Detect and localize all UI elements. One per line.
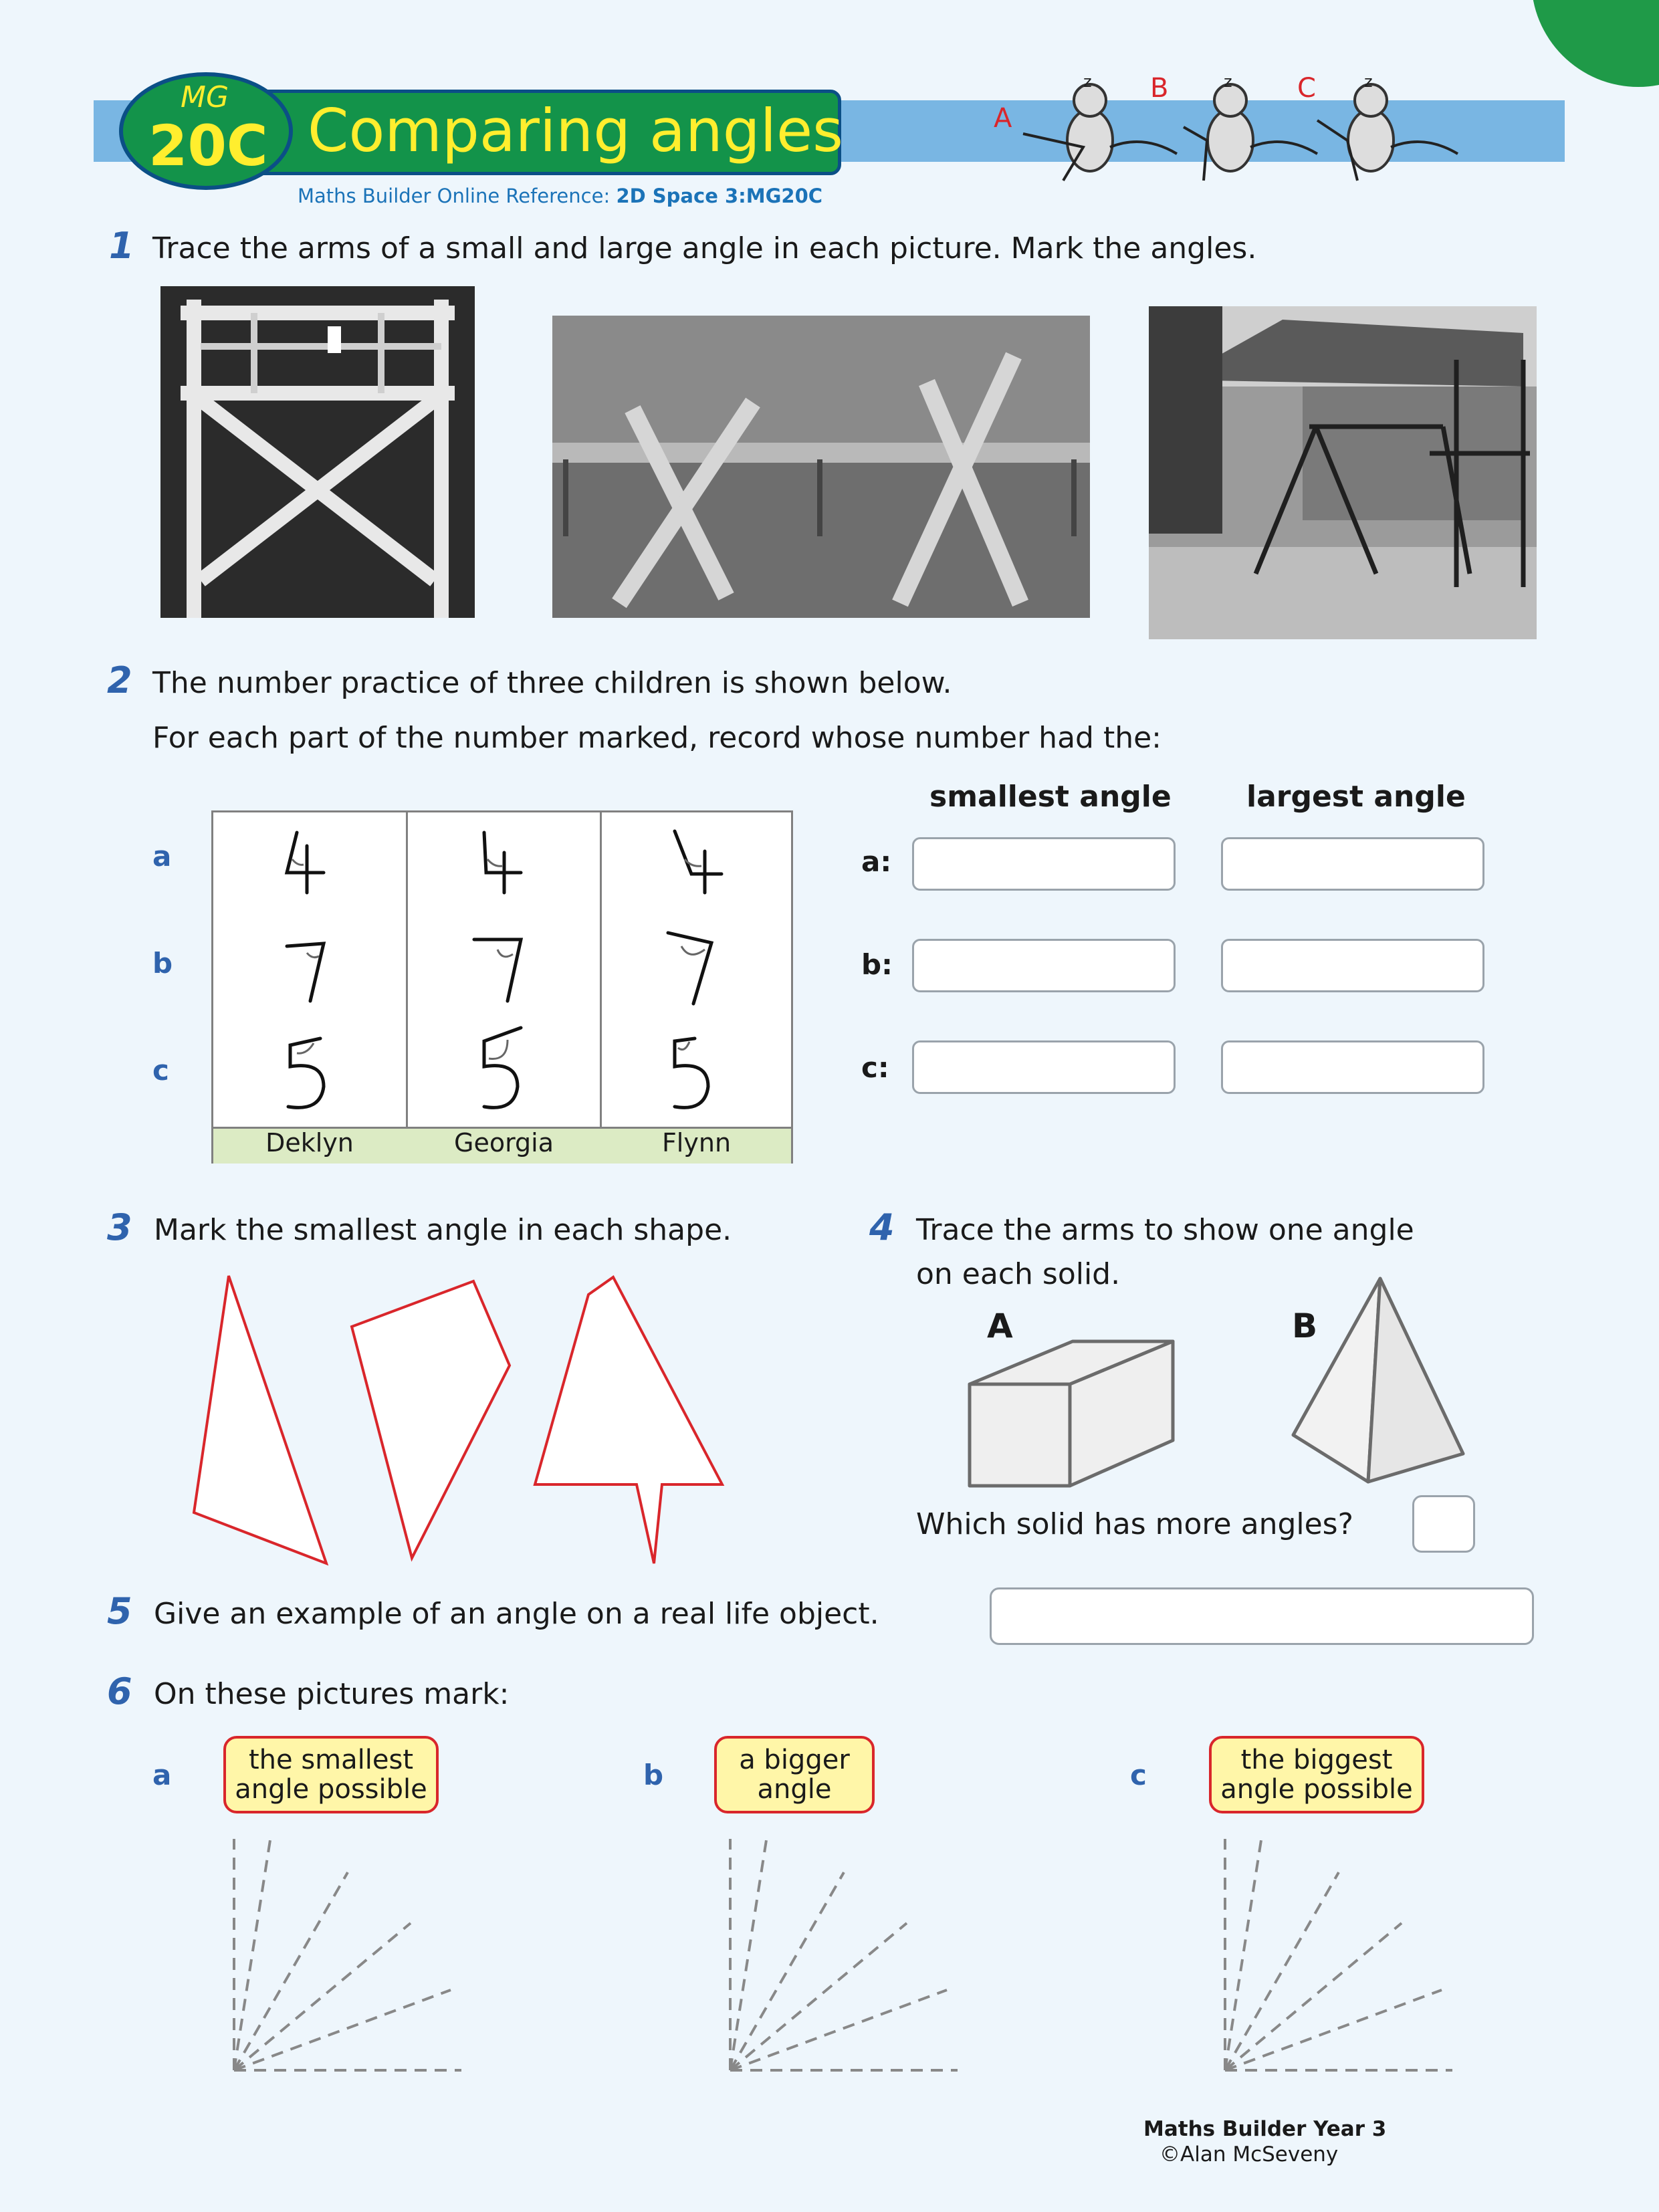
q6-text: On these pictures mark: <box>154 1677 510 1711</box>
answer-b-smallest[interactable] <box>912 939 1176 992</box>
prism-front <box>970 1384 1070 1486</box>
q6-badge-a-line2: angle possible <box>235 1774 427 1805</box>
angle-cartoon <box>983 67 1478 187</box>
q6-rays-c[interactable] <box>1212 1832 1466 2080</box>
cartoon-label-c: C <box>1297 73 1316 104</box>
q2-text-line1: The number practice of three children is shown below. <box>152 666 952 700</box>
shape-arrow <box>535 1277 722 1563</box>
q5-text: Give an example of an angle on a real life object. <box>154 1597 879 1631</box>
q1-number: 1 <box>109 225 134 267</box>
answer-row-label-b: b: <box>861 948 893 981</box>
footer-copyright: ©Alan McSeveny <box>1159 2142 1339 2167</box>
q3-shapes <box>187 1264 742 1571</box>
online-reference <box>298 185 822 207</box>
code-number: 20C <box>148 113 268 179</box>
code-prefix: MG <box>181 80 229 114</box>
q4-question: Which solid has more angles? <box>916 1507 1353 1541</box>
handwritten-digits <box>213 812 791 1127</box>
q6-badge-a <box>223 1736 439 1813</box>
q6-rays-b[interactable] <box>717 1832 971 2080</box>
q3-number: 3 <box>107 1206 132 1248</box>
q6-badge-c-line1: the biggest <box>1240 1745 1393 1775</box>
q2-row-label-b: b <box>152 947 173 980</box>
q2-row-label-c: c <box>152 1054 169 1087</box>
photo-wooden-frame <box>160 286 475 618</box>
footer-title: Maths Builder Year 3 <box>1143 2117 1387 2141</box>
q6-part-c-label: c <box>1130 1759 1147 1791</box>
q6-part-a-label: a <box>152 1759 172 1791</box>
child-name-deklyn: Deklyn <box>265 1128 354 1157</box>
pyramid-left <box>1293 1279 1380 1482</box>
answer-b-largest[interactable] <box>1221 939 1484 992</box>
svg-text:z: z <box>1224 72 1232 91</box>
q6-number: 6 <box>107 1670 132 1712</box>
reference-label: Maths Builder Online Reference: <box>298 185 611 207</box>
q4-answer-box[interactable] <box>1412 1495 1475 1553</box>
cartoon-label-a: A <box>994 103 1012 134</box>
reference-value: 2D Space 3:MG20C <box>616 185 823 207</box>
q3-text: Mark the smallest angle in each shape. <box>154 1213 732 1247</box>
q1-text: Trace the arms of a small and large angle in each picture. Mark the angles. <box>152 231 1257 265</box>
q4-text-line2: on each solid. <box>916 1257 1121 1291</box>
q5-answer-box[interactable] <box>990 1587 1534 1645</box>
q6-badge-c-line2: angle possible <box>1220 1774 1413 1805</box>
corner-decoration <box>1531 0 1659 87</box>
svg-text:z: z <box>1083 72 1092 91</box>
photo-benches <box>552 316 1090 618</box>
q6-badge-b <box>714 1736 875 1813</box>
smallest-angle-header: smallest angle <box>929 780 1172 814</box>
svg-text:z: z <box>1364 72 1373 91</box>
answer-c-smallest[interactable] <box>912 1040 1176 1094</box>
page-title: Comparing angles <box>308 96 844 165</box>
q5-number: 5 <box>107 1590 132 1632</box>
q6-badge-b-line2: angle <box>757 1774 832 1805</box>
child-name-flynn: Flynn <box>661 1128 732 1157</box>
photo-playground <box>1149 306 1537 639</box>
q6-badge-a-line1: the smallest <box>248 1745 414 1775</box>
q4-number: 4 <box>869 1206 895 1248</box>
number-practice-table <box>211 810 793 1164</box>
answer-a-smallest[interactable] <box>912 837 1176 891</box>
solid-a-label: A <box>987 1307 1013 1345</box>
q4-solids <box>963 1270 1471 1491</box>
solid-b-label: B <box>1292 1307 1318 1345</box>
largest-angle-header: largest angle <box>1246 780 1466 814</box>
answer-a-largest[interactable] <box>1221 837 1484 891</box>
pyramid-right <box>1368 1279 1463 1482</box>
answer-row-label-a: a: <box>861 845 892 878</box>
q6-part-b-label: b <box>643 1759 664 1791</box>
child-name-georgia: Georgia <box>454 1128 554 1157</box>
shape-triangle <box>194 1276 326 1563</box>
q6-badge-c <box>1209 1736 1424 1813</box>
q2-number: 2 <box>107 659 132 701</box>
shape-quadrilateral <box>352 1281 510 1558</box>
q2-row-label-a: a <box>152 840 172 873</box>
cartoon-label-b: B <box>1150 73 1169 104</box>
q2-text-line2: For each part of the number marked, record whose number had the: <box>152 721 1162 755</box>
q6-rays-a[interactable] <box>221 1832 475 2080</box>
answer-row-label-c: c: <box>861 1051 889 1084</box>
answer-c-largest[interactable] <box>1221 1040 1484 1094</box>
q4-text-line1: Trace the arms to show one angle <box>916 1213 1414 1247</box>
q6-badge-b-line1: a bigger <box>739 1745 850 1775</box>
